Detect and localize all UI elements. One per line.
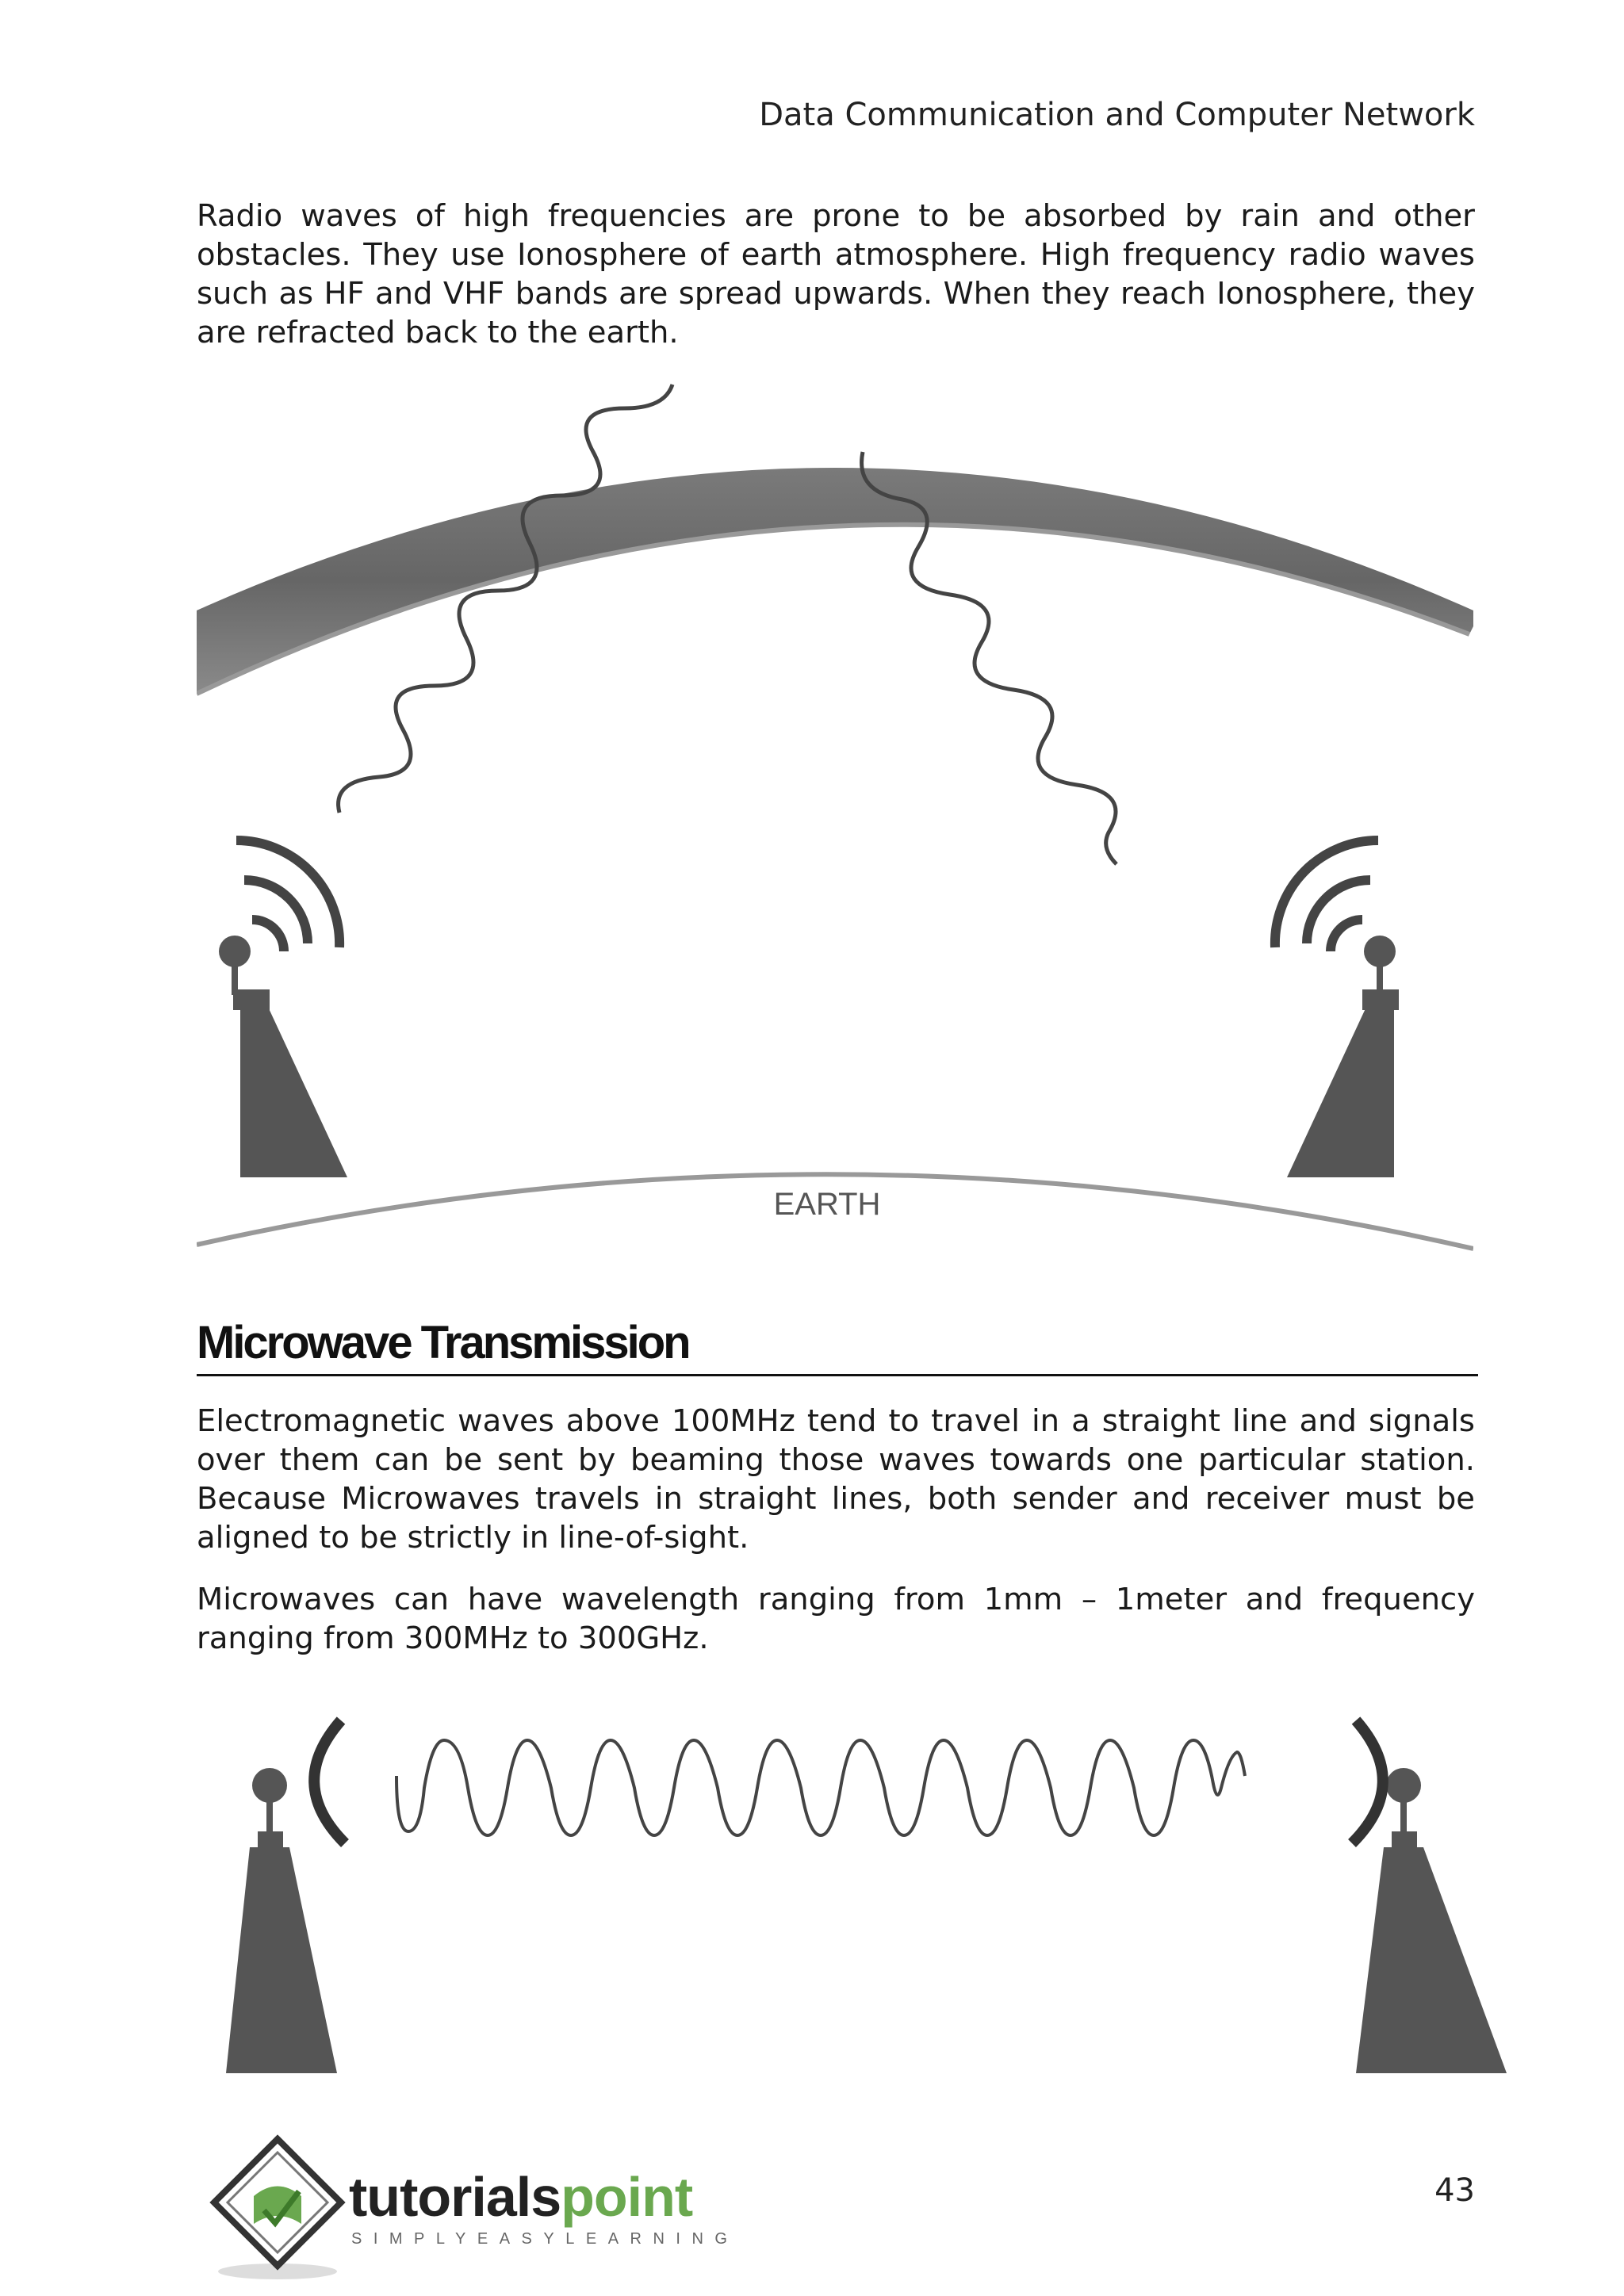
running-header: Data Communication and Computer Network (759, 97, 1475, 133)
microwave-signal-wave (396, 1740, 1245, 1835)
left-microwave-tower (226, 1720, 345, 2073)
right-microwave-tower (1352, 1720, 1507, 2073)
logo-word-point: point (561, 2166, 693, 2228)
right-antenna-tower (1275, 840, 1399, 1177)
left-antenna-tower (219, 840, 347, 1177)
ionosphere-band (197, 468, 1473, 694)
earth-label: EARTH (773, 1187, 881, 1222)
logo-tagline: SIMPLYEASYLEARNING (351, 2230, 739, 2248)
page-number: 43 (1434, 2172, 1475, 2209)
section-title-microwave: Microwave Transmission (197, 1316, 1478, 1376)
svg-text:tutorialspoint (349, 2166, 693, 2228)
ionosphere-label: I O N O S P H E R E (584, 414, 1086, 449)
microwave-diagram (214, 1705, 1515, 2085)
tutorialspoint-logo (202, 2125, 773, 2283)
paragraph-microwave-line-of-sight: Electromagnetic waves above 100MHz tend to travel in a straight line and signals over them can be sent by beaming those waves towards one particular station. Because Microwaves travels in straight lines, both sender and receiver must be aligned to be strictly in line-of-sight. (197, 1403, 1475, 1556)
paragraph-microwave-range: Microwaves can have wavelength ranging from 1mm – 1meter and frequency ranging from 300MHz to 300GHz. (197, 1582, 1475, 1656)
logo-word-tutorials: tutorials (349, 2166, 561, 2228)
ionosphere-diagram (197, 373, 1473, 1261)
paragraph-radio-waves: Radio waves of high frequencies are prone to be absorbed by rain and other obstacles. They use Ionosphere of earth atmosphere. High frequency radio waves such as HF and VHF bands are spread upwards. When they reach Ionosphere, they are refracted back to the earth. (197, 198, 1475, 350)
